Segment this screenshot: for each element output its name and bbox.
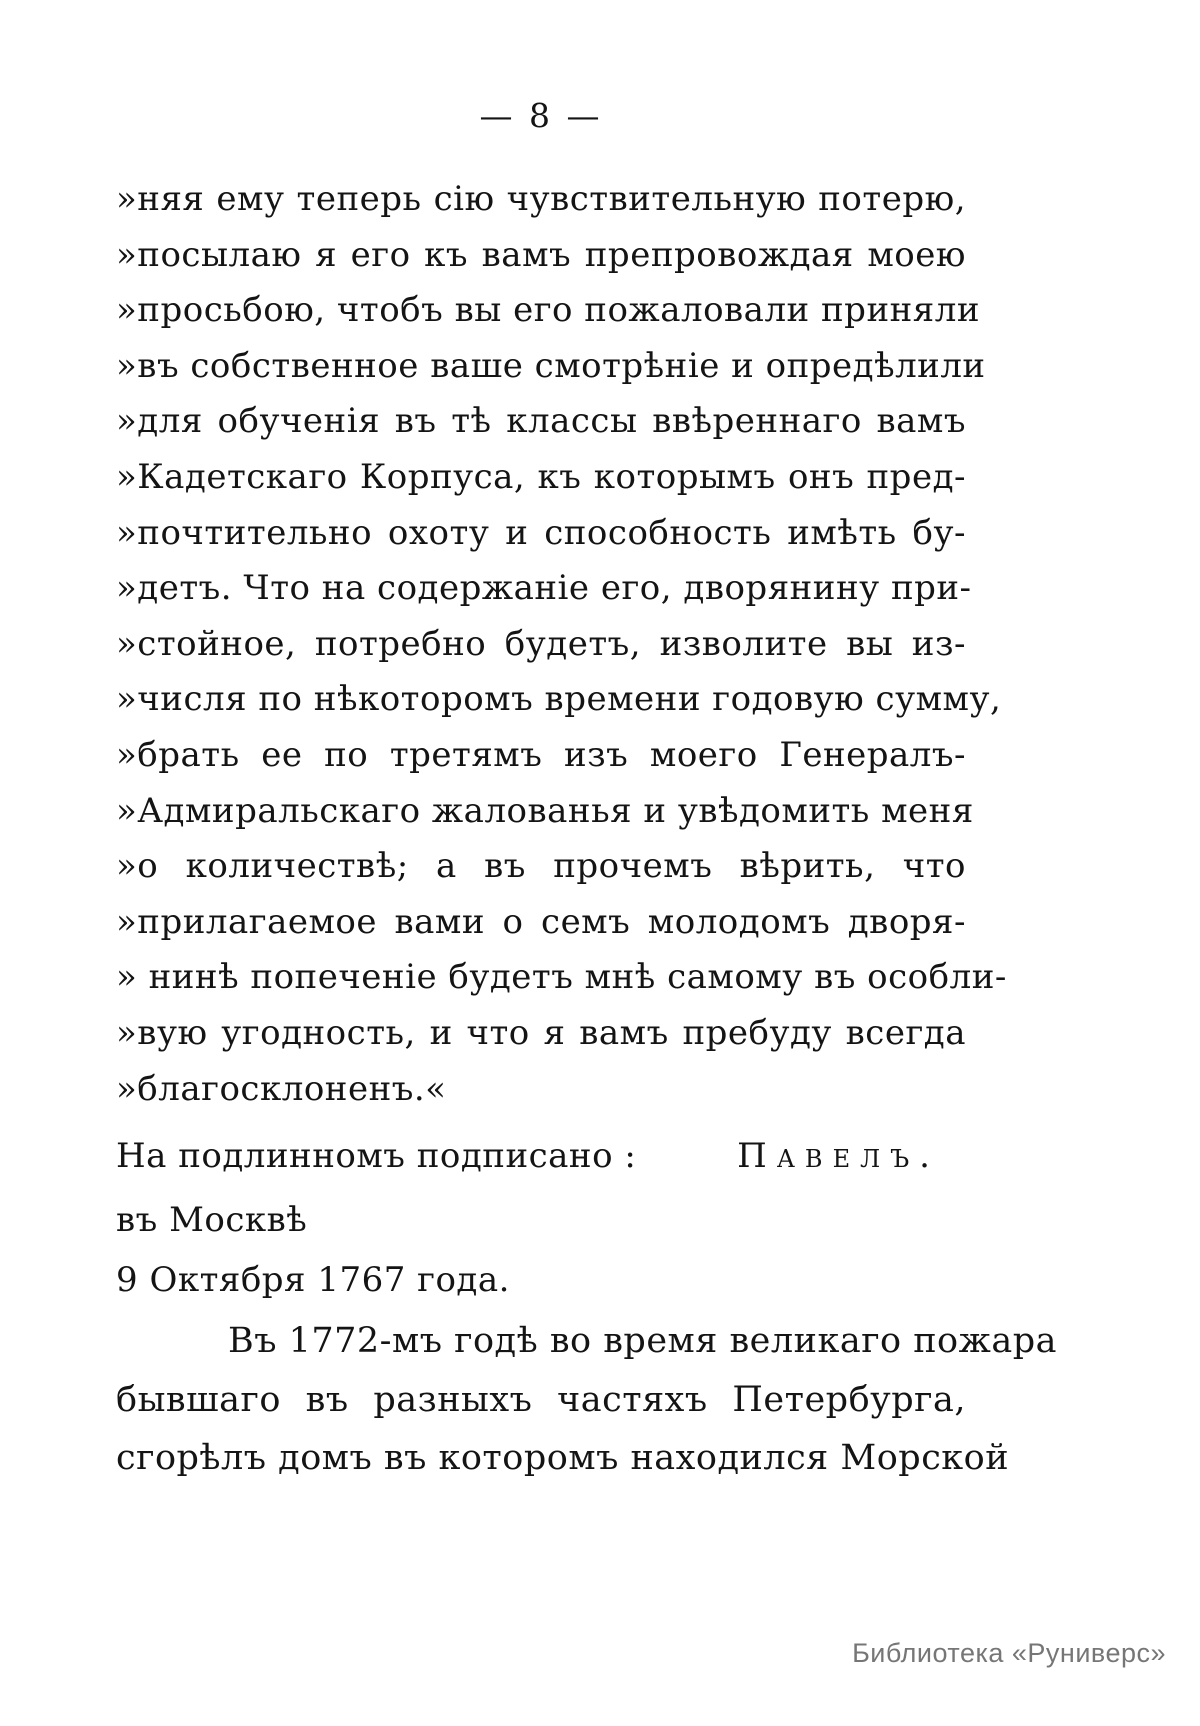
quote-line: »просьбою, чтобъ вы его пожаловали приняли: [116, 290, 980, 331]
signature-prefix: На подлинномъ подписано :: [116, 1136, 637, 1176]
signature-name: Павелъ.: [737, 1136, 940, 1176]
quote-line: »стойное, потребно будетъ, изволите вы из-: [116, 623, 966, 664]
page-number: — 8 —: [479, 96, 603, 135]
quote-line: »Кадетскаго Корпуса, къ которымъ онъ пред-: [116, 456, 966, 497]
signature-line: [116, 1128, 966, 1184]
quote-line: »детъ. Что на содержаніе его, дворянину при-: [116, 568, 972, 609]
quote-line: »посылаю я его къ вамъ препровождая моею: [116, 234, 966, 275]
quote-line: » нинѣ попеченіе будетъ мнѣ самому въ особли-: [116, 957, 1007, 998]
dateline-location: въ Москвѣ: [116, 1200, 308, 1240]
quote-line: »няя ему теперь сію чувствительную потерю,: [116, 179, 966, 219]
quote-line: »числя по нѣкоторомъ времени годовую сумму,: [116, 679, 1002, 720]
quote-line: »для обученія въ тѣ классы ввѣреннаго вамъ: [116, 401, 966, 442]
library-watermark: Библиотека «Руниверс»: [852, 1638, 1166, 1668]
quote-line: »почтительно охоту и способность имѣть бу-: [116, 512, 966, 553]
paragraph-line: Въ 1772-мъ годѣ во время великаго пожара: [228, 1321, 1057, 1361]
paragraph-line: бывшаго въ разныхъ частяхъ Петербурга,: [116, 1379, 966, 1420]
quote-line: »вую угодность, и что я вамъ пребуду всегда: [116, 1012, 966, 1053]
dateline-date: 9 Октября 1767 года.: [116, 1260, 510, 1300]
quote-line: »Адмиральскаго жалованья и увѣдомить меня: [116, 790, 974, 831]
quoted-letter-block: [116, 172, 1007, 1117]
quote-line: »о количествѣ; а въ прочемъ вѣрить, что: [116, 846, 966, 887]
paragraph-line: сгорѣлъ домъ въ которомъ находился Морской: [116, 1438, 1010, 1479]
body-paragraph: [116, 1312, 1057, 1488]
quote-line: »благосклоненъ.«: [116, 1068, 447, 1109]
quote-line: »прилагаемое вами о семъ молодомъ дворя-: [116, 901, 966, 942]
quote-line: »въ собственное ваше смотрѣніе и опредѣлили: [116, 345, 986, 386]
quote-line: »брать ее по третямъ изъ моего Генералъ-: [116, 734, 966, 775]
